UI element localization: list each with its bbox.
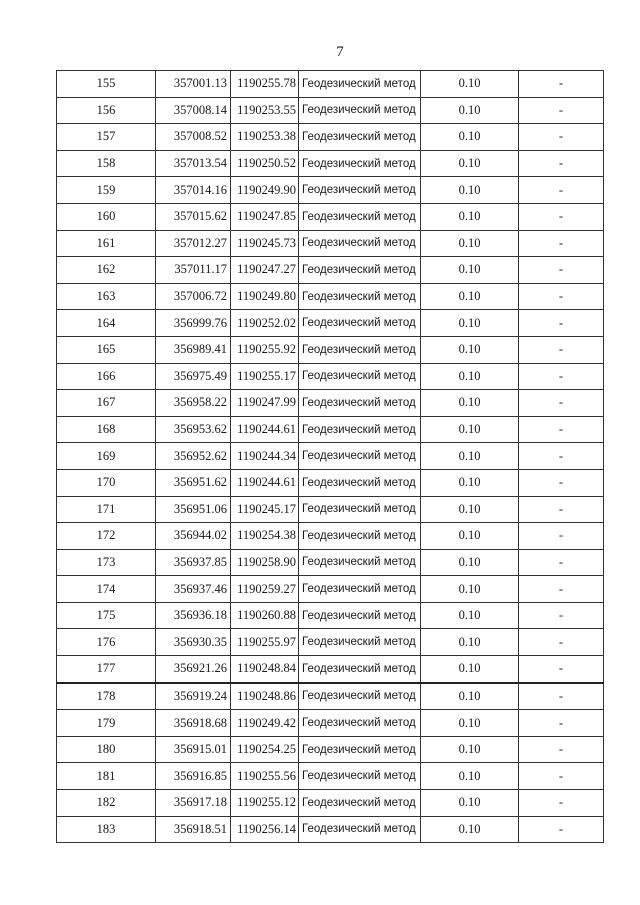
method-cell: Геодезический метод [299, 576, 421, 603]
x-coordinate-cell: 356989.41 [156, 336, 231, 363]
description-cell: - [519, 549, 604, 576]
x-coordinate-cell: 357001.13 [156, 71, 231, 98]
table-row [57, 443, 604, 470]
description-cell: - [519, 469, 604, 496]
table-row [57, 150, 604, 177]
x-coordinate-cell: 356918.51 [156, 816, 231, 843]
x-coordinate-cell: 356951.62 [156, 469, 231, 496]
table-row [57, 763, 604, 790]
table-row [57, 230, 604, 257]
point-number-cell: 178 [57, 683, 156, 710]
precision-cell: 0.10 [421, 523, 519, 550]
method-cell: Геодезический метод [299, 71, 421, 98]
y-coordinate-cell: 1190254.38 [231, 523, 299, 550]
description-cell: - [519, 71, 604, 98]
precision-cell: 0.10 [421, 257, 519, 284]
y-coordinate-cell: 1190249.90 [231, 177, 299, 204]
x-coordinate-cell: 356944.02 [156, 523, 231, 550]
precision-cell: 0.10 [421, 602, 519, 629]
x-coordinate-cell: 357014.16 [156, 177, 231, 204]
method-cell: Геодезический метод [299, 177, 421, 204]
point-number-cell: 171 [57, 496, 156, 523]
description-cell: - [519, 790, 604, 817]
table-row [57, 576, 604, 603]
description-cell: - [519, 203, 604, 230]
point-number-cell: 176 [57, 629, 156, 656]
y-coordinate-cell: 1190255.12 [231, 790, 299, 817]
description-cell: - [519, 443, 604, 470]
description-cell: - [519, 283, 604, 310]
point-number-cell: 160 [57, 203, 156, 230]
point-number-cell: 156 [57, 97, 156, 124]
y-coordinate-cell: 1190244.61 [231, 469, 299, 496]
description-cell: - [519, 816, 604, 843]
y-coordinate-cell: 1190255.56 [231, 763, 299, 790]
table-row [57, 71, 604, 98]
y-coordinate-cell: 1190253.55 [231, 97, 299, 124]
method-cell: Геодезический метод [299, 257, 421, 284]
y-coordinate-cell: 1190250.52 [231, 150, 299, 177]
table-row [57, 816, 604, 843]
point-number-cell: 166 [57, 363, 156, 390]
method-cell: Геодезический метод [299, 310, 421, 337]
table-row [57, 602, 604, 629]
precision-cell: 0.10 [421, 336, 519, 363]
table-row [57, 363, 604, 390]
method-cell: Геодезический метод [299, 549, 421, 576]
precision-cell: 0.10 [421, 97, 519, 124]
y-coordinate-cell: 1190259.27 [231, 576, 299, 603]
point-number-cell: 172 [57, 523, 156, 550]
description-cell: - [519, 97, 604, 124]
x-coordinate-cell: 356917.18 [156, 790, 231, 817]
y-coordinate-cell: 1190244.61 [231, 416, 299, 443]
y-coordinate-cell: 1190255.17 [231, 363, 299, 390]
point-number-cell: 175 [57, 602, 156, 629]
precision-cell: 0.10 [421, 443, 519, 470]
y-coordinate-cell: 1190244.34 [231, 443, 299, 470]
method-cell: Геодезический метод [299, 710, 421, 737]
y-coordinate-cell: 1190247.99 [231, 390, 299, 417]
table-row [57, 283, 604, 310]
x-coordinate-cell: 356937.46 [156, 576, 231, 603]
point-number-cell: 165 [57, 336, 156, 363]
method-cell: Геодезический метод [299, 683, 421, 710]
precision-cell: 0.10 [421, 496, 519, 523]
description-cell: - [519, 683, 604, 710]
description-cell: - [519, 257, 604, 284]
x-coordinate-cell: 357008.52 [156, 124, 231, 151]
description-cell: - [519, 416, 604, 443]
table-row [57, 416, 604, 443]
point-number-cell: 181 [57, 763, 156, 790]
precision-cell: 0.10 [421, 469, 519, 496]
precision-cell: 0.10 [421, 363, 519, 390]
x-coordinate-cell: 356953.62 [156, 416, 231, 443]
precision-cell: 0.10 [421, 790, 519, 817]
method-cell: Геодезический метод [299, 602, 421, 629]
y-coordinate-cell: 1190248.84 [231, 656, 299, 683]
precision-cell: 0.10 [421, 710, 519, 737]
table-row [57, 790, 604, 817]
x-coordinate-cell: 357011.17 [156, 257, 231, 284]
x-coordinate-cell: 356915.01 [156, 736, 231, 763]
precision-cell: 0.10 [421, 230, 519, 257]
point-number-cell: 155 [57, 71, 156, 98]
x-coordinate-cell: 357008.14 [156, 97, 231, 124]
description-cell: - [519, 310, 604, 337]
coordinates-table [56, 70, 604, 843]
y-coordinate-cell: 1190248.86 [231, 683, 299, 710]
description-cell: - [519, 363, 604, 390]
table-row [57, 390, 604, 417]
table-row [57, 496, 604, 523]
point-number-cell: 159 [57, 177, 156, 204]
point-number-cell: 162 [57, 257, 156, 284]
x-coordinate-cell: 356999.76 [156, 310, 231, 337]
description-cell: - [519, 336, 604, 363]
method-cell: Геодезический метод [299, 629, 421, 656]
description-cell: - [519, 629, 604, 656]
description-cell: - [519, 736, 604, 763]
table-row [57, 683, 604, 710]
description-cell: - [519, 230, 604, 257]
y-coordinate-cell: 1190247.85 [231, 203, 299, 230]
precision-cell: 0.10 [421, 416, 519, 443]
y-coordinate-cell: 1190252.02 [231, 310, 299, 337]
point-number-cell: 161 [57, 230, 156, 257]
y-coordinate-cell: 1190256.14 [231, 816, 299, 843]
precision-cell: 0.10 [421, 816, 519, 843]
method-cell: Геодезический метод [299, 203, 421, 230]
method-cell: Геодезический метод [299, 656, 421, 683]
method-cell: Геодезический метод [299, 390, 421, 417]
x-coordinate-cell: 357006.72 [156, 283, 231, 310]
table-row [57, 177, 604, 204]
method-cell: Геодезический метод [299, 443, 421, 470]
precision-cell: 0.10 [421, 629, 519, 656]
x-coordinate-cell: 356937.85 [156, 549, 231, 576]
description-cell: - [519, 124, 604, 151]
precision-cell: 0.10 [421, 736, 519, 763]
precision-cell: 0.10 [421, 390, 519, 417]
table-row [57, 310, 604, 337]
method-cell: Геодезический метод [299, 469, 421, 496]
point-number-cell: 164 [57, 310, 156, 337]
precision-cell: 0.10 [421, 71, 519, 98]
point-number-cell: 170 [57, 469, 156, 496]
coordinates-table-body [57, 71, 604, 843]
precision-cell: 0.10 [421, 310, 519, 337]
description-cell: - [519, 763, 604, 790]
description-cell: - [519, 576, 604, 603]
table-row [57, 124, 604, 151]
x-coordinate-cell: 356919.24 [156, 683, 231, 710]
precision-cell: 0.10 [421, 549, 519, 576]
y-coordinate-cell: 1190255.97 [231, 629, 299, 656]
point-number-cell: 169 [57, 443, 156, 470]
y-coordinate-cell: 1190254.25 [231, 736, 299, 763]
method-cell: Геодезический метод [299, 124, 421, 151]
table-row [57, 336, 604, 363]
description-cell: - [519, 710, 604, 737]
x-coordinate-cell: 357015.62 [156, 203, 231, 230]
precision-cell: 0.10 [421, 150, 519, 177]
point-number-cell: 158 [57, 150, 156, 177]
y-coordinate-cell: 1190245.73 [231, 230, 299, 257]
page-number: 7 [336, 44, 344, 60]
y-coordinate-cell: 1190255.78 [231, 71, 299, 98]
method-cell: Геодезический метод [299, 230, 421, 257]
method-cell: Геодезический метод [299, 816, 421, 843]
x-coordinate-cell: 356975.49 [156, 363, 231, 390]
x-coordinate-cell: 356952.62 [156, 443, 231, 470]
y-coordinate-cell: 1190260.88 [231, 602, 299, 629]
x-coordinate-cell: 357013.54 [156, 150, 231, 177]
method-cell: Геодезический метод [299, 523, 421, 550]
table-row [57, 523, 604, 550]
table-row [57, 736, 604, 763]
precision-cell: 0.10 [421, 177, 519, 204]
method-cell: Геодезический метод [299, 416, 421, 443]
description-cell: - [519, 150, 604, 177]
point-number-cell: 180 [57, 736, 156, 763]
x-coordinate-cell: 356930.35 [156, 629, 231, 656]
table-row [57, 469, 604, 496]
x-coordinate-cell: 356918.68 [156, 710, 231, 737]
x-coordinate-cell: 356921.26 [156, 656, 231, 683]
description-cell: - [519, 656, 604, 683]
precision-cell: 0.10 [421, 203, 519, 230]
y-coordinate-cell: 1190258.90 [231, 549, 299, 576]
description-cell: - [519, 390, 604, 417]
precision-cell: 0.10 [421, 124, 519, 151]
point-number-cell: 157 [57, 124, 156, 151]
method-cell: Геодезический метод [299, 150, 421, 177]
y-coordinate-cell: 1190245.17 [231, 496, 299, 523]
method-cell: Геодезический метод [299, 363, 421, 390]
method-cell: Геодезический метод [299, 496, 421, 523]
precision-cell: 0.10 [421, 576, 519, 603]
point-number-cell: 167 [57, 390, 156, 417]
method-cell: Геодезический метод [299, 336, 421, 363]
table-row [57, 710, 604, 737]
x-coordinate-cell: 357012.27 [156, 230, 231, 257]
precision-cell: 0.10 [421, 763, 519, 790]
y-coordinate-cell: 1190255.92 [231, 336, 299, 363]
y-coordinate-cell: 1190249.42 [231, 710, 299, 737]
precision-cell: 0.10 [421, 656, 519, 683]
point-number-cell: 182 [57, 790, 156, 817]
method-cell: Геодезический метод [299, 790, 421, 817]
y-coordinate-cell: 1190247.27 [231, 257, 299, 284]
method-cell: Геодезический метод [299, 736, 421, 763]
description-cell: - [519, 177, 604, 204]
point-number-cell: 179 [57, 710, 156, 737]
table-row [57, 629, 604, 656]
method-cell: Геодезический метод [299, 763, 421, 790]
table-row [57, 656, 604, 683]
description-cell: - [519, 496, 604, 523]
y-coordinate-cell: 1190249.80 [231, 283, 299, 310]
point-number-cell: 168 [57, 416, 156, 443]
method-cell: Геодезический метод [299, 283, 421, 310]
x-coordinate-cell: 356958.22 [156, 390, 231, 417]
point-number-cell: 183 [57, 816, 156, 843]
point-number-cell: 174 [57, 576, 156, 603]
point-number-cell: 163 [57, 283, 156, 310]
point-number-cell: 173 [57, 549, 156, 576]
x-coordinate-cell: 356916.85 [156, 763, 231, 790]
table-row [57, 97, 604, 124]
description-cell: - [519, 523, 604, 550]
x-coordinate-cell: 356951.06 [156, 496, 231, 523]
table-row [57, 549, 604, 576]
x-coordinate-cell: 356936.18 [156, 602, 231, 629]
precision-cell: 0.10 [421, 683, 519, 710]
point-number-cell: 177 [57, 656, 156, 683]
table-row [57, 257, 604, 284]
method-cell: Геодезический метод [299, 97, 421, 124]
precision-cell: 0.10 [421, 283, 519, 310]
y-coordinate-cell: 1190253.38 [231, 124, 299, 151]
description-cell: - [519, 602, 604, 629]
table-row [57, 203, 604, 230]
